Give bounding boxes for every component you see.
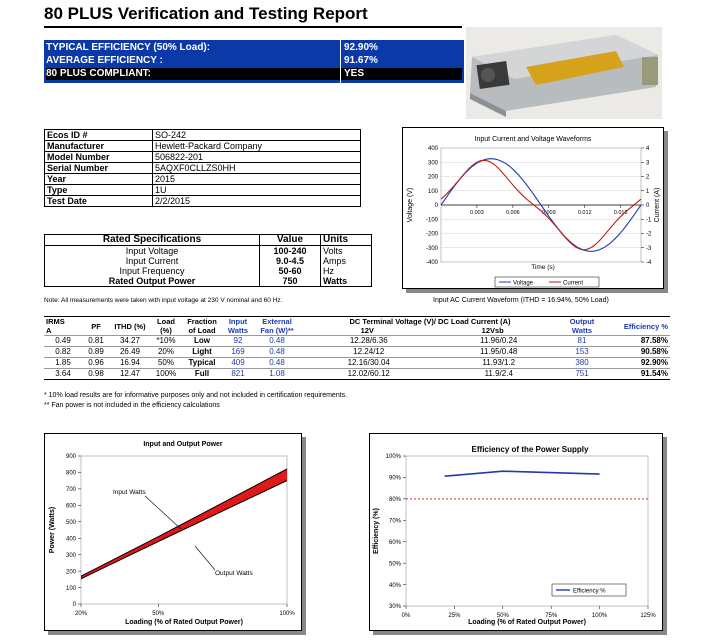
- power-y-tick-label: 300: [65, 552, 76, 559]
- efficiency-x-ticks: [402, 606, 657, 619]
- cell-irms: 0.49: [44, 336, 82, 347]
- power-y-tick-label: 100: [65, 585, 76, 592]
- waveform-x-label: Time (s): [531, 264, 555, 271]
- efficiency-y-ticks: [386, 454, 406, 610]
- power-y-tick-label: 400: [65, 536, 76, 543]
- waveform-x-tick-label: 0.015: [613, 210, 628, 216]
- power-y-ticks: [66, 454, 81, 608]
- cell-irms: 0.82: [44, 347, 82, 358]
- waveform-y2-tick-label: 4: [646, 146, 650, 153]
- info-label: Serial Number: [45, 163, 153, 174]
- summary-value: YES: [344, 68, 365, 79]
- efficiency-y-tick-label: 50%: [388, 561, 401, 568]
- cell-12v: 12.02/60.12: [300, 369, 437, 380]
- waveform-y2-tick-label: -4: [646, 260, 652, 267]
- power-y-tick-label: 700: [65, 487, 76, 494]
- rated-unit: Amps: [323, 256, 347, 266]
- waveform-y-tick-label: 200: [427, 174, 438, 181]
- rated-header-spec: Rated Specifications: [45, 235, 260, 246]
- power-x-tick-label: 100%: [279, 611, 295, 617]
- rated-unit: Volts: [323, 246, 343, 256]
- waveform-title: Input Current and Voltage Waveforms: [474, 136, 592, 143]
- power-plot-area: [81, 456, 287, 604]
- rated-header-row: [45, 235, 372, 246]
- cell-load: 100%: [150, 369, 182, 380]
- waveform-x-tick-label: 0.009: [541, 210, 556, 216]
- psu-product-photo: [466, 27, 662, 119]
- col-irms: [44, 317, 82, 336]
- efficiency-x-tick-label: 100%: [591, 613, 608, 619]
- info-label: Type: [45, 185, 153, 196]
- report-title: 80 PLUS Verification and Testing Report: [44, 4, 368, 23]
- efficiency-y-label: Efficiency (%): [373, 508, 380, 554]
- rated-row: [45, 246, 372, 257]
- cell-fraction: Typical: [182, 358, 222, 369]
- cell-output: 751: [560, 369, 604, 380]
- info-row: [45, 185, 361, 196]
- info-value: 1U: [153, 185, 361, 196]
- efficiency-x-label: Loading (% of Rated Output Power): [468, 619, 586, 626]
- col-pf: PF: [82, 317, 110, 336]
- col-fan: [254, 317, 300, 336]
- rated-value: 750: [260, 276, 321, 287]
- cell-input: 92: [222, 336, 254, 347]
- col-output: [560, 317, 604, 336]
- summary-row-compliant: [46, 68, 462, 80]
- power-y-tick-label: 200: [65, 569, 76, 576]
- cell-fan: 0.48: [254, 336, 300, 347]
- footnote-1: * 10% load results are for informative purposes only and not included in certification requirements.: [44, 392, 348, 399]
- waveform-y2-ticks: [641, 146, 652, 266]
- rated-label: Rated Output Power: [108, 276, 196, 286]
- summary-label: TYPICAL EFFICIENCY (50% Load):: [46, 42, 211, 53]
- summary-label: 80 PLUS COMPLIANT:: [46, 68, 152, 79]
- waveform-y-tick-label: 400: [427, 146, 438, 153]
- efficiency-x-tick-label: 125%: [640, 613, 656, 619]
- waveform-y2-tick-label: 0: [646, 203, 650, 210]
- waveform-y-tick-label: 100: [427, 188, 438, 195]
- col-output-label: Output: [569, 317, 595, 326]
- waveform-y-label: Voltage (V): [407, 187, 414, 223]
- waveform-y-tick-label: -200: [425, 231, 438, 238]
- col-irms-unit: A: [46, 326, 52, 335]
- rated-value: 50-60: [260, 266, 321, 276]
- col-dc-group: [300, 317, 560, 336]
- power-chart: [45, 434, 301, 630]
- info-row: [45, 141, 361, 152]
- waveform-x-tick-label: 0.003: [470, 210, 484, 216]
- waveform-caption: Input AC Current Waveform (ITHD = 16.94%, 50% Load): [433, 297, 609, 304]
- waveform-x-tick-label: 0.006: [505, 210, 520, 216]
- efficiency-summary: [44, 40, 464, 83]
- cell-12v: 12.16/30.04: [300, 358, 437, 369]
- output-watts-annotation: Output Watts: [215, 570, 253, 577]
- efficiency-legend-label: Efficiency %: [573, 588, 606, 595]
- cell-irms: 3.64: [44, 369, 82, 380]
- cell-efficiency: 90.58%: [604, 347, 670, 358]
- load-test-table: [44, 316, 670, 380]
- cell-ithd: 34.27: [110, 336, 150, 347]
- efficiency-x-tick-label: 0%: [401, 613, 411, 619]
- cell-fan: 0.48: [254, 347, 300, 358]
- rated-row: [45, 276, 372, 287]
- title-divider: [44, 26, 462, 28]
- efficiency-chart: [370, 434, 662, 630]
- info-row: [45, 196, 361, 207]
- col-input-label: Input: [228, 317, 248, 326]
- col-input: [222, 317, 254, 336]
- waveform-y2-tick-label: -3: [646, 245, 652, 252]
- cell-12vsb: 11.95/0.48: [437, 347, 560, 358]
- cell-fraction: Full: [182, 369, 222, 380]
- summary-row-typical: [46, 42, 462, 54]
- legend-voltage-label: Voltage: [513, 280, 534, 287]
- info-value: 506822-201: [153, 152, 361, 163]
- col-12vsb: 12Vsb: [481, 326, 504, 335]
- summary-value: 92.90%: [344, 42, 378, 53]
- col-irms-label: IRMS: [46, 317, 65, 326]
- cell-fan: 0.48: [254, 358, 300, 369]
- cell-12vsb: 11.93/1.2: [437, 358, 560, 369]
- info-value: 2015: [153, 174, 361, 185]
- power-chart-panel: [44, 433, 302, 631]
- cell-fraction: Low: [182, 336, 222, 347]
- efficiency-y-tick-label: 90%: [388, 475, 401, 482]
- info-value: 2/2/2015: [153, 196, 361, 207]
- cell-fan: 1.08: [254, 369, 300, 380]
- info-row: [45, 174, 361, 185]
- cell-pf: 0.81: [82, 336, 110, 347]
- power-x-label: Loading (% of Rated Output Power): [125, 619, 243, 626]
- cell-load: *10%: [150, 336, 182, 347]
- power-x-tick-label: 20%: [74, 611, 88, 617]
- col-input-unit: Watts: [227, 326, 249, 335]
- efficiency-plot-area: [406, 456, 648, 606]
- load-row: [44, 347, 670, 358]
- waveform-chart: [403, 128, 663, 288]
- cell-efficiency: 91.54%: [604, 369, 670, 380]
- rated-unit: Watts: [323, 276, 348, 286]
- load-header-row: [44, 317, 670, 336]
- rated-unit: Hz: [323, 266, 334, 276]
- efficiency-chart-title: Efficiency of the Power Supply: [471, 445, 589, 454]
- col-fan-label: External: [262, 317, 292, 326]
- efficiency-y-tick-label: 70%: [388, 518, 401, 525]
- info-value: SO-242: [153, 130, 361, 141]
- cell-12v: 12.28/6.36: [300, 336, 437, 347]
- dc-group-label: DC Terminal Voltage (V)/ DC Load Current (A): [349, 317, 511, 326]
- efficiency-y-tick-label: 40%: [388, 582, 401, 589]
- summary-value: 91.67%: [344, 55, 378, 66]
- rated-header-units: Units: [321, 235, 372, 246]
- waveform-y-tick-label: 0: [434, 203, 438, 210]
- summary-label: AVERAGE EFFICIENCY :: [46, 55, 163, 66]
- waveform-y-tick-label: -400: [425, 260, 438, 267]
- waveform-y2-tick-label: -2: [646, 231, 652, 238]
- cell-ithd: 16.94: [110, 358, 150, 369]
- cell-input: 409: [222, 358, 254, 369]
- efficiency-y-tick-label: 60%: [388, 539, 401, 546]
- power-y-tick-label: 900: [65, 454, 76, 461]
- col-12v: 12V: [360, 326, 374, 335]
- cell-pf: 0.98: [82, 369, 110, 380]
- cell-input: 821: [222, 369, 254, 380]
- efficiency-x-tick-label: 25%: [448, 613, 461, 619]
- info-row: [45, 163, 361, 174]
- col-output-unit: Watts: [571, 326, 593, 335]
- efficiency-y-tick-label: 100%: [385, 454, 401, 461]
- cell-efficiency: 92.90%: [604, 358, 670, 369]
- info-label: Model Number: [45, 152, 153, 163]
- rated-row: [45, 256, 372, 266]
- info-label: Test Date: [45, 196, 153, 207]
- cell-output: 81: [560, 336, 604, 347]
- efficiency-y-tick-label: 30%: [388, 604, 401, 611]
- measurement-note: Note: All measurements were taken with input voltage at 230 V nominal and 60 Hz.: [44, 297, 283, 304]
- summary-row-average: [46, 55, 462, 67]
- cell-load: 50%: [150, 358, 182, 369]
- power-y-tick-label: 600: [65, 503, 76, 510]
- info-value: 5AQXF0CLLZS0HH: [153, 163, 361, 174]
- power-x-tick-label: 50%: [152, 611, 165, 617]
- cell-12vsb: 11.9/2.4: [437, 369, 560, 380]
- power-y-label: Power (Watts): [49, 506, 56, 554]
- waveform-y2-tick-label: -1: [646, 217, 652, 224]
- efficiency-y-tick-label: 80%: [388, 497, 401, 504]
- cell-ithd: 12.47: [110, 369, 150, 380]
- product-info-table: [44, 129, 361, 207]
- col-load-label: Load: [157, 317, 175, 326]
- cell-output: 153: [560, 347, 604, 358]
- info-value: Hewlett-Packard Company: [153, 141, 361, 152]
- power-chart-title: Input and Output Power: [143, 441, 223, 448]
- cell-12v: 12.24/12: [300, 347, 437, 358]
- summary-divider: [340, 40, 341, 83]
- col-efficiency: Efficiency %: [604, 317, 670, 336]
- efficiency-x-tick-label: 75%: [545, 613, 558, 619]
- rated-specifications-table: [44, 234, 372, 287]
- info-row: [45, 152, 361, 163]
- waveform-y-ticks: [426, 146, 439, 266]
- rated-label: Input Current: [125, 256, 179, 266]
- cell-pf: 0.89: [82, 347, 110, 358]
- info-label: Manufacturer: [45, 141, 153, 152]
- rated-label: Input Frequency: [119, 266, 185, 276]
- cell-load: 20%: [150, 347, 182, 358]
- rated-label: Input Voltage: [125, 246, 179, 256]
- cell-output: 380: [560, 358, 604, 369]
- legend-current-label: Current: [563, 280, 584, 287]
- waveform-y2-tick-label: 1: [646, 188, 650, 195]
- waveform-x-tick-label: 0.012: [577, 210, 592, 216]
- rated-value: 9.0-4.5: [260, 256, 321, 266]
- col-load: [150, 317, 182, 336]
- waveform-y-tick-label: 300: [427, 160, 438, 167]
- cell-efficiency: 87.58%: [604, 336, 670, 347]
- rated-header-value: Value: [260, 235, 321, 246]
- efficiency-chart-panel: [369, 433, 663, 631]
- info-label: Year: [45, 174, 153, 185]
- waveform-y-tick-label: -300: [425, 245, 438, 252]
- cell-ithd: 26.49: [110, 347, 150, 358]
- waveform-y-tick-label: -100: [425, 217, 438, 224]
- efficiency-x-tick-label: 50%: [496, 613, 509, 619]
- load-row: [44, 336, 670, 347]
- power-y-tick-label: 0: [72, 602, 76, 609]
- col-load-unit: (%): [160, 326, 172, 335]
- info-label: Ecos ID #: [45, 130, 153, 141]
- load-row: [44, 358, 670, 369]
- rated-value: 100-240: [260, 246, 321, 257]
- col-fraction-label: Fraction: [187, 317, 217, 326]
- waveform-y2-tick-label: 2: [646, 174, 650, 181]
- cell-irms: 1.85: [44, 358, 82, 369]
- load-row: [44, 369, 670, 380]
- power-x-ticks: [72, 602, 295, 617]
- footnote-2: ** Fan power is not included in the efficiency calculations: [44, 402, 220, 409]
- cell-pf: 0.96: [82, 358, 110, 369]
- input-watts-annotation: Input Watts: [113, 489, 146, 496]
- rated-row: [45, 266, 372, 276]
- col-fraction: [182, 317, 222, 336]
- col-ithd: ITHD (%): [110, 317, 150, 336]
- info-row: [45, 130, 361, 141]
- cell-fraction: Light: [182, 347, 222, 358]
- power-y-tick-label: 800: [65, 470, 76, 477]
- waveform-chart-panel: [402, 127, 664, 289]
- waveform-y2-label: Current (A): [654, 187, 661, 223]
- col-fan-unit: Fan (W)**: [260, 326, 294, 335]
- cell-12vsb: 11.96/0.24: [437, 336, 560, 347]
- power-y-tick-label: 500: [65, 519, 76, 526]
- waveform-y2-tick-label: 3: [646, 160, 650, 167]
- cell-input: 169: [222, 347, 254, 358]
- col-fraction-label2: of Load: [188, 326, 216, 335]
